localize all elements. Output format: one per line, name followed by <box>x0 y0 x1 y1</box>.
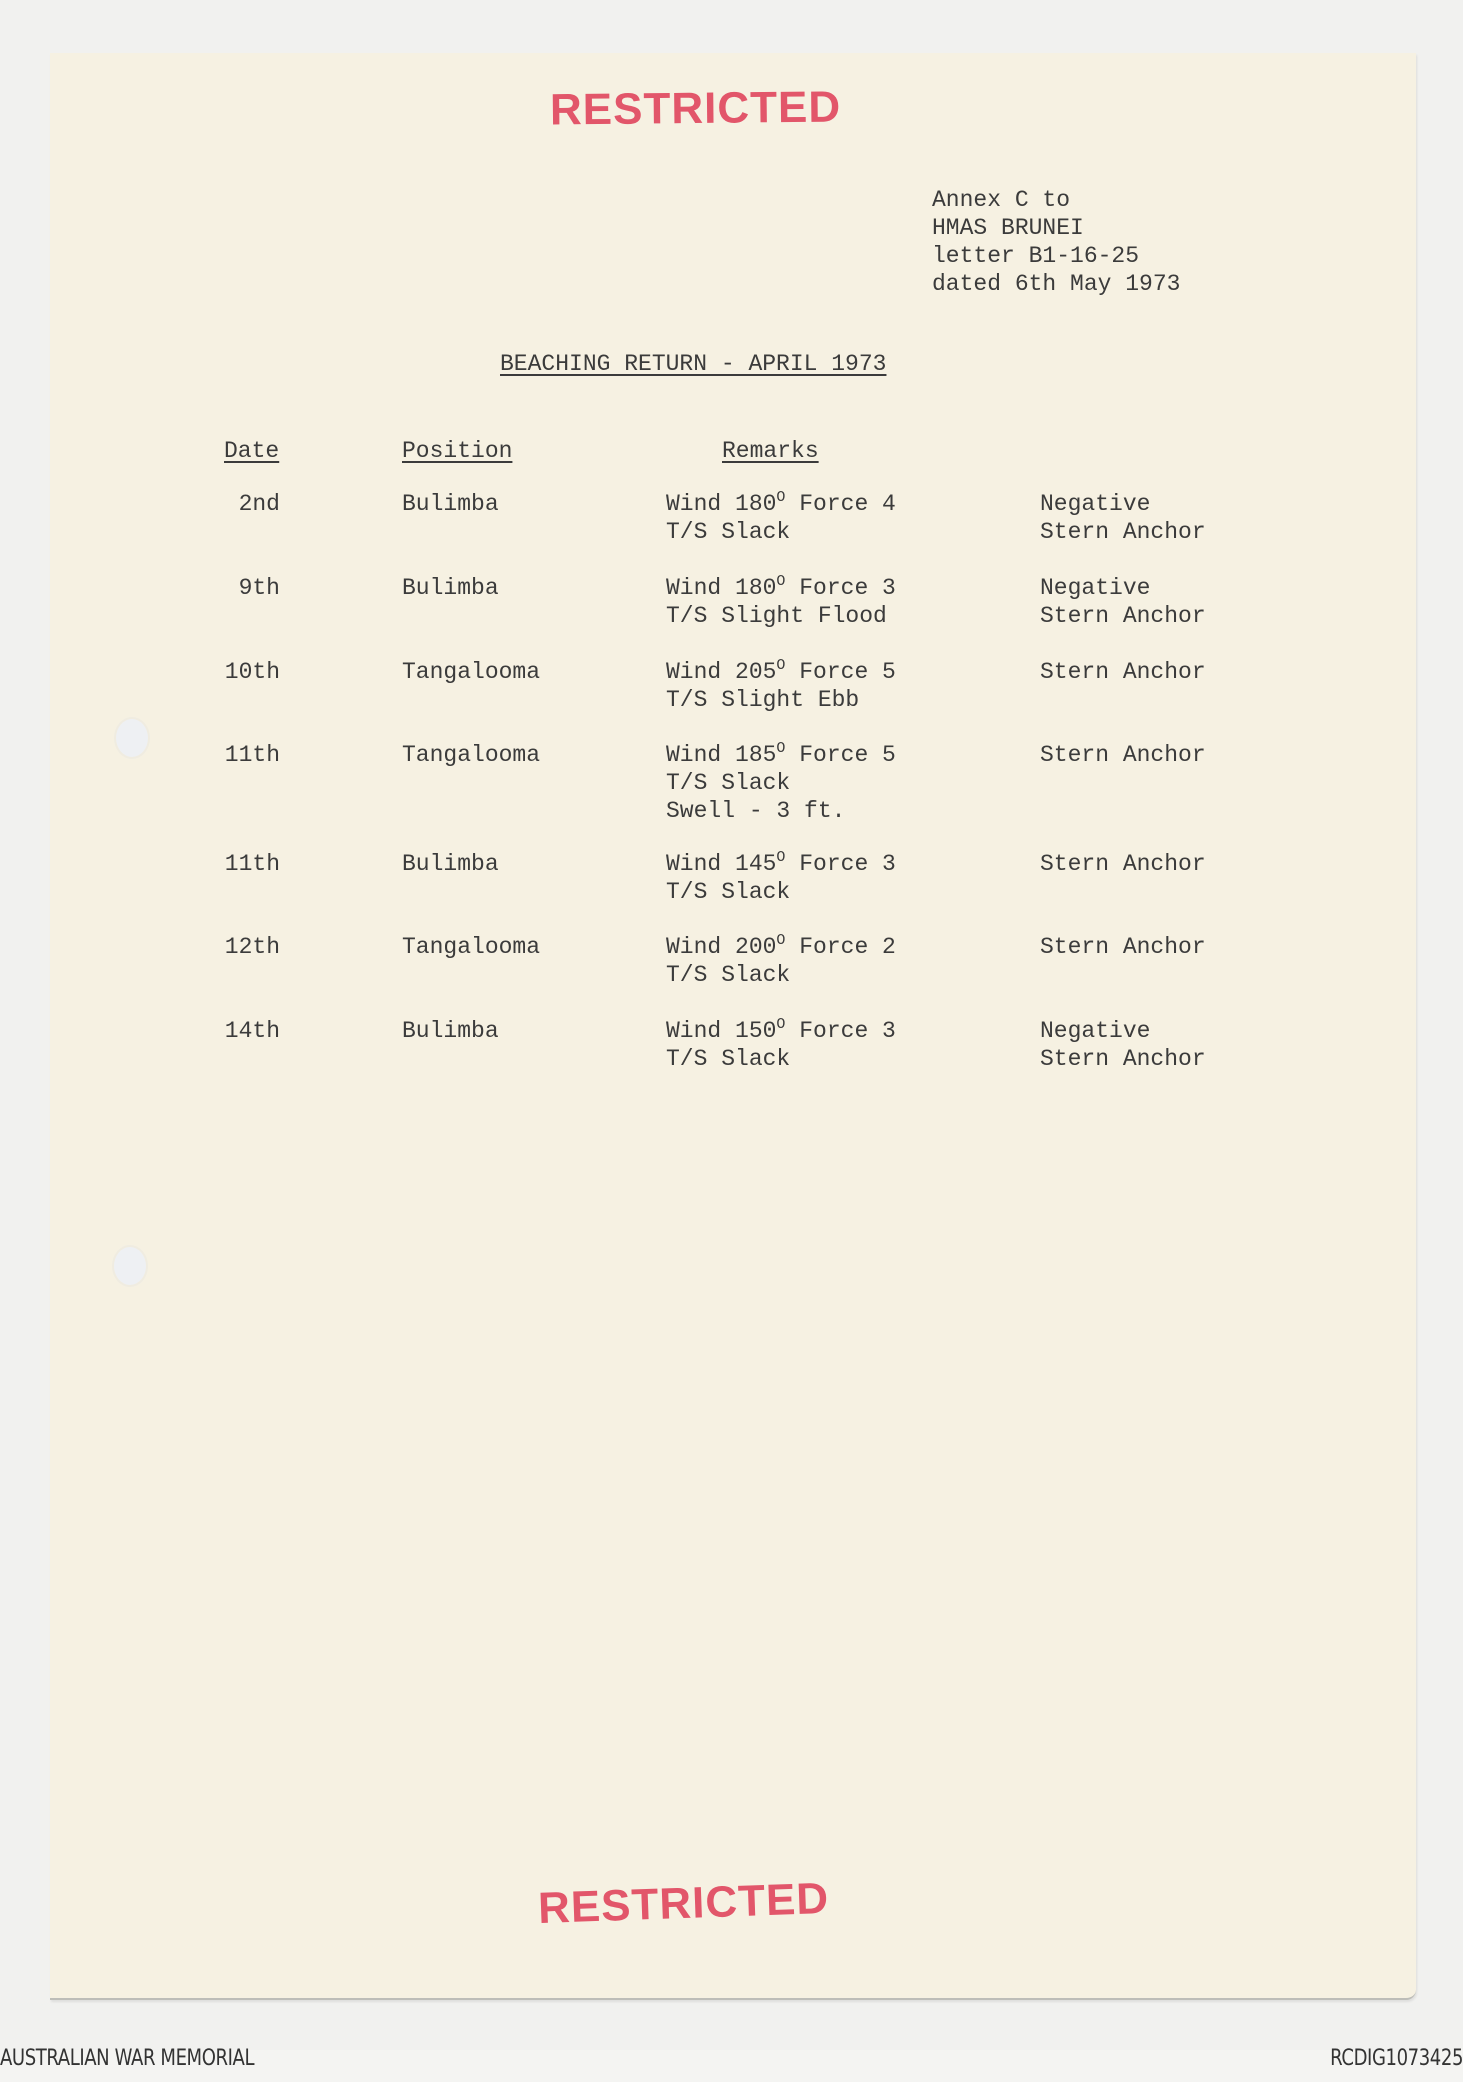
anchor-line: Negative <box>1040 575 1151 601</box>
row-position: Tangalooma <box>402 934 541 960</box>
wind-force: Force 3 <box>785 851 896 877</box>
row-date: 14th <box>224 1018 280 1044</box>
wind-line <box>666 574 896 602</box>
row-date: 2nd <box>238 491 280 517</box>
degree-icon: O <box>776 657 786 674</box>
annex-reference <box>932 186 1180 298</box>
annex-line: HMAS BRUNEI <box>932 215 1084 241</box>
row-anchor <box>1040 574 1206 630</box>
restricted-stamp-bottom: RESTRICTED <box>537 1873 830 1934</box>
anchor-line: Negative <box>1040 1018 1151 1044</box>
document-title: BEACHING RETURN - APRIL 1973 <box>500 351 887 377</box>
column-header-remarks: Remarks <box>722 438 819 464</box>
degree-icon: O <box>776 1016 786 1033</box>
wind-direction: Wind 205 <box>666 659 777 685</box>
wind-direction: Wind 180 <box>666 575 777 601</box>
row-position: Tangalooma <box>402 659 541 685</box>
wind-force: Force 2 <box>785 934 896 960</box>
row-anchor <box>1040 933 1206 961</box>
annex-line: Annex C to <box>932 187 1071 213</box>
row-anchor <box>1040 658 1206 686</box>
anchor-line: Stern Anchor <box>1040 659 1206 685</box>
row-date: 10th <box>224 659 280 685</box>
row-remarks <box>666 490 896 546</box>
anchor-line: Stern Anchor <box>1040 603 1206 629</box>
row-remarks <box>666 574 896 630</box>
degree-icon: O <box>776 573 786 590</box>
wind-line <box>666 933 896 961</box>
row-remarks <box>666 850 896 906</box>
wind-direction: Wind 145 <box>666 851 777 877</box>
wind-force: Force 3 <box>785 575 896 601</box>
remarks-line: T/S Slack <box>666 879 791 905</box>
punch-hole <box>112 1245 148 1287</box>
footer-institution: AUSTRALIAN WAR MEMORIAL <box>0 2046 255 2071</box>
wind-line <box>666 741 896 769</box>
annex-line: dated 6th May 1973 <box>932 271 1181 297</box>
remarks-line: T/S Slack <box>666 1046 791 1072</box>
row-position: Bulimba <box>402 851 499 877</box>
remarks-line: T/S Slack <box>666 519 791 545</box>
row-date: 11th <box>224 742 280 768</box>
anchor-line: Stern Anchor <box>1040 742 1206 768</box>
column-header-date: Date <box>224 438 280 464</box>
footer-reference-id: RCDIG1073425 <box>1330 2046 1463 2071</box>
row-date: 11th <box>224 851 280 877</box>
degree-icon: O <box>776 489 786 506</box>
row-position: Bulimba <box>402 491 499 517</box>
wind-direction: Wind 200 <box>666 934 777 960</box>
row-anchor <box>1040 850 1206 878</box>
annex-line: letter B1-16-25 <box>932 243 1140 269</box>
row-date: 12th <box>224 934 280 960</box>
row-remarks <box>666 741 896 825</box>
degree-icon: O <box>776 849 786 866</box>
wind-force: Force 3 <box>785 1018 896 1044</box>
row-remarks <box>666 1017 896 1073</box>
wind-line <box>666 1017 896 1045</box>
restricted-stamp-top: RESTRICTED <box>549 82 842 135</box>
remarks-line: T/S Slight Flood <box>666 603 887 629</box>
column-header-position: Position <box>402 438 513 464</box>
anchor-line: Stern Anchor <box>1040 519 1206 545</box>
row-position: Bulimba <box>402 575 499 601</box>
remarks-line: T/S Slack <box>666 770 791 796</box>
wind-force: Force 5 <box>785 659 896 685</box>
row-position: Tangalooma <box>402 742 541 768</box>
wind-direction: Wind 180 <box>666 491 777 517</box>
anchor-line: Stern Anchor <box>1040 851 1206 877</box>
row-remarks <box>666 658 896 714</box>
anchor-line: Stern Anchor <box>1040 934 1206 960</box>
row-date: 9th <box>238 575 280 601</box>
row-anchor <box>1040 490 1206 546</box>
row-anchor <box>1040 741 1206 769</box>
row-remarks <box>666 933 896 989</box>
remarks-line: T/S Slight Ebb <box>666 687 860 713</box>
remarks-line: Swell - 3 ft. <box>666 798 846 824</box>
remarks-line: T/S Slack <box>666 962 791 988</box>
wind-force: Force 4 <box>785 491 896 517</box>
wind-direction: Wind 150 <box>666 1018 777 1044</box>
anchor-line: Stern Anchor <box>1040 1046 1206 1072</box>
degree-icon: O <box>776 740 786 757</box>
punch-hole <box>114 717 150 759</box>
wind-direction: Wind 185 <box>666 742 777 768</box>
row-anchor <box>1040 1017 1206 1073</box>
row-position: Bulimba <box>402 1018 499 1044</box>
wind-force: Force 5 <box>785 742 896 768</box>
degree-icon: O <box>776 932 786 949</box>
wind-line <box>666 658 896 686</box>
wind-line <box>666 490 896 518</box>
wind-line <box>666 850 896 878</box>
anchor-line: Negative <box>1040 491 1151 517</box>
